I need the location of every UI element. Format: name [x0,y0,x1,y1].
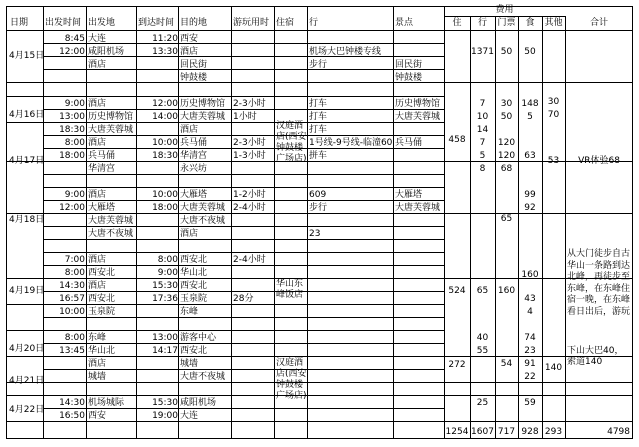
arrive-time-cell: 15:30 [152,398,178,408]
depart-place-cell: 玉泉院 [88,307,116,317]
duration-cell: 2-3小时 [233,99,266,109]
cost-transport-cell: 5 [479,151,486,161]
total-grand: 4798 [607,427,630,437]
cost-transport-cell: 1371 [471,47,494,57]
depart-time-cell: 12:00 [59,47,85,57]
depart-place-cell: 西安北 [88,294,116,304]
date-cell: 4月18日 [9,215,45,225]
transport-cell: 机场大巴钟楼专线 [309,47,382,57]
date-cell: 4月22日 [9,405,45,415]
header-arrive-time: 到达时间 [138,18,175,28]
destination-cell: 玉泉院 [180,294,208,304]
arrive-time-cell: 11:20 [152,34,178,44]
header-cost-ticket: 门票 [497,18,516,28]
header-transport: 行 [309,18,319,28]
arrive-time-cell: 12:00 [152,99,178,109]
cost-food-cell: 99 [524,190,536,200]
depart-place-cell: 酒店 [88,359,107,369]
spot-cell: 历史博物馆 [395,99,441,109]
depart-place-cell: 大唐芙蓉城 [88,216,134,226]
lodging-cell: 汉庭酒店(西安钟鼓楼广场店) [276,358,307,401]
depart-place-cell: 酒店 [88,99,107,109]
depart-time-cell: 14:30 [59,281,85,291]
total-note-cell: 从大门徒步自古华山一条路到达北峰，再徒步至东峰，在东峰住宿一晚，在东峰看日出后，游玩 [567,249,631,317]
destination-cell: 历史博物馆 [180,99,226,109]
arrive-time-cell: 15:30 [152,281,178,291]
cost-transport-cell: 65 [476,286,489,296]
destination-cell: 华清宫 [180,151,208,161]
destination-cell: 大连 [180,411,199,421]
cost-food-cell: 4 [527,307,533,317]
cost-food-cell: 59 [524,398,536,408]
transport-cell: 步行 [309,203,328,213]
cost-ticket-cell: 68 [500,164,513,174]
date-cell: 4月20日 [9,344,45,354]
cost-food-cell: 43 [524,294,536,304]
destination-cell: 大唐芙蓉城 [180,112,226,122]
depart-place-cell: 西安北 [88,268,116,278]
duration-cell: 1-3小时 [233,151,266,161]
depart-place-cell: 华山北 [88,346,116,356]
destination-cell: 游客中心 [180,333,217,343]
arrive-time-cell: 9:00 [157,268,178,278]
depart-place-cell: 咸阳机场 [88,47,125,57]
destination-cell: 酒店 [180,229,199,239]
destination-cell: 钟鼓楼 [180,73,208,83]
arrive-time-cell: 18:30 [152,151,178,161]
cost-transport-cell: 55 [476,346,489,356]
cost-ticket-cell: 160 [497,286,516,296]
spot-cell: 兵马俑 [395,138,423,148]
destination-cell: 回民街 [180,60,208,70]
total-lodging: 1254 [445,427,469,437]
cost-transport-cell: 25 [476,398,489,408]
transport-cell: 打车 [309,112,328,122]
header-costs: 费用 [495,5,514,15]
cost-food-cell: 50 [524,47,536,57]
cost-other-cell: 53 [547,156,560,166]
cost-transport-cell: 10 [476,112,489,122]
transport-cell: 步行 [309,60,328,70]
depart-time-cell: 7:00 [64,255,85,265]
depart-time-cell: 8:00 [64,268,85,278]
date-cell: 4月19日 [9,286,45,296]
spot-cell: 大唐芙蓉城 [395,203,441,213]
cost-ticket-cell: 120 [497,151,516,161]
header-total: 合计 [589,18,608,28]
duration-cell: 28分 [233,294,254,304]
destination-cell: 城墙 [180,359,199,369]
depart-place-cell: 城墙 [88,372,107,382]
destination-cell: 西安 [180,34,199,44]
depart-place-cell: 酒店 [88,190,107,200]
depart-place-cell: 历史博物馆 [88,112,134,122]
depart-place-cell: 酒店 [88,255,107,265]
date-cell: 4月15日 [9,51,45,61]
total-transport: 1607 [471,427,494,437]
cost-lodging-cell: 524 [448,286,466,296]
arrive-time-cell: 19:00 [152,411,178,421]
total-note-cell: VR体验68 [578,156,620,166]
destination-cell: 西安北 [180,346,208,356]
depart-time-cell: 12:00 [59,203,85,213]
duration-cell: 2-4小时 [233,255,266,265]
cost-ticket-cell: 54 [500,359,513,369]
depart-place-cell: 大雁塔 [88,203,116,213]
destination-cell: 华山北 [180,268,208,278]
depart-time-cell: 9:00 [64,190,85,200]
cost-food-cell: 91 [524,359,536,369]
cost-ticket-cell: 120 [497,138,516,148]
cost-food-cell: 5 [527,112,533,122]
depart-place-cell: 华清宫 [88,164,116,174]
lodging-cell: 华山东峰饭店 [276,279,304,300]
cost-transport-cell: 40 [476,333,489,343]
date-cell: 4月21日 [9,376,45,386]
transport-cell: 23 [309,229,321,239]
cost-ticket-cell: 65 [500,214,513,224]
cost-food-cell: 23 [524,346,536,356]
total-other: 293 [544,427,563,437]
destination-cell: 大雁塔 [180,190,208,200]
cost-other-cell: 70 [547,110,560,120]
depart-place-cell: 大唐芙蓉城 [88,125,134,135]
transport-cell: 打车 [309,99,328,109]
depart-time-cell: 16:50 [59,411,85,421]
header-cost-transport: 行 [477,18,487,28]
depart-time-cell: 8:00 [64,138,85,148]
transport-cell: 打车 [309,125,328,135]
header-spot: 景点 [395,18,414,28]
arrive-time-cell: 13:00 [152,333,178,343]
header-date: 日期 [10,18,29,28]
lodging-cell: 汉庭酒店(西安钟鼓楼广场店) [276,121,307,164]
cost-food-cell: 148 [521,99,539,109]
cost-transport-cell: 7 [479,99,486,109]
depart-place-cell: 西安 [88,411,107,421]
destination-cell: 东峰 [180,307,199,317]
spot-cell: 回民街 [395,60,423,70]
cost-food-cell: 74 [524,333,536,343]
transport-cell: 1号线-9号线-临潼60 [309,138,393,148]
cost-ticket-cell: 30 [500,99,513,109]
transport-cell: 拼车 [309,151,328,161]
depart-time-cell: 16:57 [59,294,85,304]
header-cost-food: 食 [525,18,535,28]
duration-cell: 2-3小时 [233,138,266,148]
cost-food-cell: 92 [524,203,536,213]
arrive-time-cell: 14:17 [152,346,178,356]
cost-food-cell: 63 [524,151,536,161]
depart-time-cell: 13:45 [59,346,85,356]
destination-cell: 大唐不夜城 [180,372,226,382]
depart-time-cell: 18:30 [59,125,85,135]
transport-cell: 609 [309,190,327,200]
cost-lodging-cell: 272 [448,360,466,370]
header-cost-other: 其他 [544,18,563,28]
header-depart-place: 出发地 [88,18,116,28]
destination-cell: 西安北 [180,255,208,265]
header-lodging: 住宿 [276,18,295,28]
destination-cell: 咸阳机场 [180,398,217,408]
arrive-time-cell: 8:00 [157,255,178,265]
destination-cell: 酒店 [180,125,199,135]
destination-cell: 酒店 [180,47,199,57]
depart-place-cell: 东峰 [88,333,107,343]
depart-time-cell: 14:30 [59,398,85,408]
destination-cell: 永兴坊 [180,164,208,174]
cost-transport-cell: 7 [479,138,486,148]
destination-cell: 西安北 [180,281,208,291]
arrive-time-cell: 14:00 [152,112,178,122]
arrive-time-cell: 18:00 [152,203,178,213]
header-cost-lodging: 住 [452,18,462,28]
destination-cell: 大唐不夜城 [180,216,226,226]
destination-cell: 兵马俑 [180,138,208,148]
cost-lodging-cell: 458 [448,135,466,145]
total-note-cell: 下山大巴40，索道140 [567,346,624,367]
depart-place-cell: 酒店 [88,138,107,148]
depart-time-cell: 8:45 [64,34,85,44]
header-depart-time: 出发时间 [45,18,82,28]
total-ticket: 717 [497,427,516,437]
spot-cell: 大雁塔 [395,190,423,200]
cost-food-cell: 22 [524,372,536,382]
arrive-time-cell: 13:30 [152,47,178,57]
date-cell: 4月16日 [9,110,45,120]
depart-time-cell: 9:00 [64,99,85,109]
cost-other-cell: 140 [544,363,563,373]
depart-place-cell: 大唐不夜城 [88,229,134,239]
cost-transport-cell: 8 [479,164,486,174]
header-duration: 游玩用时 [233,18,270,28]
depart-time-cell: 18:00 [59,151,85,161]
depart-place-cell: 酒店 [88,60,107,70]
cost-food-cell: 160 [521,270,539,280]
depart-time-cell: 10:00 [59,307,85,317]
depart-place-cell: 机场城际 [88,398,125,408]
cost-transport-cell: 14 [476,125,489,135]
depart-place-cell: 兵马俑 [88,151,116,161]
duration-cell: 2-4小时 [233,203,266,213]
depart-time-cell: 8:00 [64,333,85,343]
depart-time-cell: 13:00 [59,112,85,122]
header-destination: 目的地 [180,18,208,28]
cost-ticket-cell: 50 [500,47,513,57]
duration-cell: 1小时 [233,112,257,122]
spot-cell: 大唐芙蓉城 [395,112,441,122]
depart-place-cell: 大连 [88,34,107,44]
total-food: 928 [521,427,539,437]
spot-cell: 钟鼓楼 [395,73,423,83]
depart-place-cell: 酒店 [88,281,107,291]
date-cell: 4月17日 [9,156,45,166]
cost-other-cell: 30 [547,97,560,107]
arrive-time-cell: 10:00 [152,190,178,200]
cost-ticket-cell: 50 [500,112,513,122]
duration-cell: 1-2小时 [233,190,266,200]
destination-cell: 大唐芙蓉城 [180,203,226,213]
arrive-time-cell: 17:36 [152,294,178,304]
arrive-time-cell: 10:00 [152,138,178,148]
